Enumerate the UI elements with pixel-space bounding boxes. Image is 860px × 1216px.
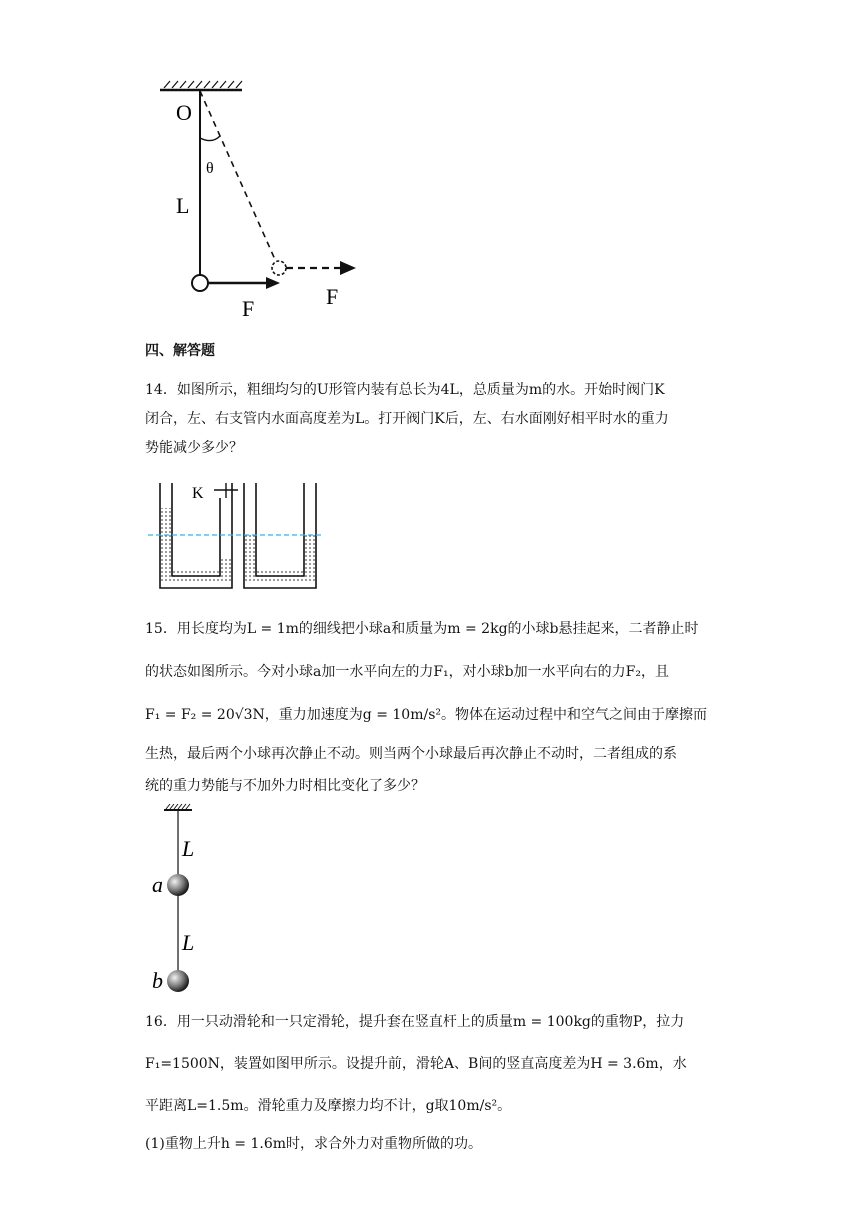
q14-line-2: 闭合，左、右支管内水面高度差为L。打开阀门K后，左、右水面刚好相平时水的重力 <box>145 411 669 427</box>
label-L-lower: L <box>182 930 195 955</box>
label-L: L <box>176 193 190 218</box>
label-L-upper: L <box>182 836 195 861</box>
q14-line-1: 14．如图所示，粗细均匀的U形管内装有总长为4L，总质量为m的水。开始时阀门K <box>145 382 665 398</box>
label-K: K <box>192 485 204 502</box>
label-a: a <box>152 872 163 897</box>
q16-line-1: 16．用一只动滑轮和一只定滑轮，提升套在竖直杆上的质量m = 100kg的重物P，拉力 <box>145 1014 685 1030</box>
question-16 <box>145 1001 725 1161</box>
question-15 <box>145 608 725 801</box>
q15-line-5: 统的重力势能与不加外力时相比变化了多少？ <box>145 778 425 794</box>
q16-line-4: (1)重物上升h = 1.6m时，求合外力对重物所做的功。 <box>145 1136 483 1152</box>
q15-line-2: 的状态如图所示。今对小球a加一水平向左的力F₁，对小球b加一水平向右的力F₂，且 <box>145 664 669 680</box>
pendulum-figure <box>150 78 370 328</box>
label-b: b <box>152 968 163 993</box>
question-14 <box>145 376 725 463</box>
q15-line-4: 生热，最后两个小球再次静止不动。则当两个小球最后再次静止不动时，二者组成的系 <box>145 746 677 762</box>
label-theta: θ <box>206 160 214 177</box>
q16-line-3: 平距离L=1.5m。滑轮重力及摩擦力均不计，g取10m/s²。 <box>145 1098 512 1114</box>
q15-line-3: F₁ = F₂ = 20√3N，重力加速度为g = 10m/s²。物体在运动过程中和空气之间由于摩擦而 <box>145 707 708 723</box>
section-title: 四、解答题 <box>145 343 215 359</box>
q16-line-2: F₁=1500N，装置如图甲所示。设提升前，滑轮A、B间的竖直高度差为H = 3.6m，水 <box>145 1056 687 1072</box>
label-F2: F <box>326 284 339 309</box>
u-tube-figure <box>148 478 328 598</box>
q15-line-1: 15．用长度均为L = 1m的细线把小球a和质量为m = 2kg的小球b悬挂起来，二者静止时 <box>145 621 699 637</box>
two-balls-figure <box>148 800 228 995</box>
label-F1: F <box>242 296 255 321</box>
label-O: O <box>176 100 192 125</box>
q14-line-3: 势能减少多少？ <box>145 440 243 456</box>
